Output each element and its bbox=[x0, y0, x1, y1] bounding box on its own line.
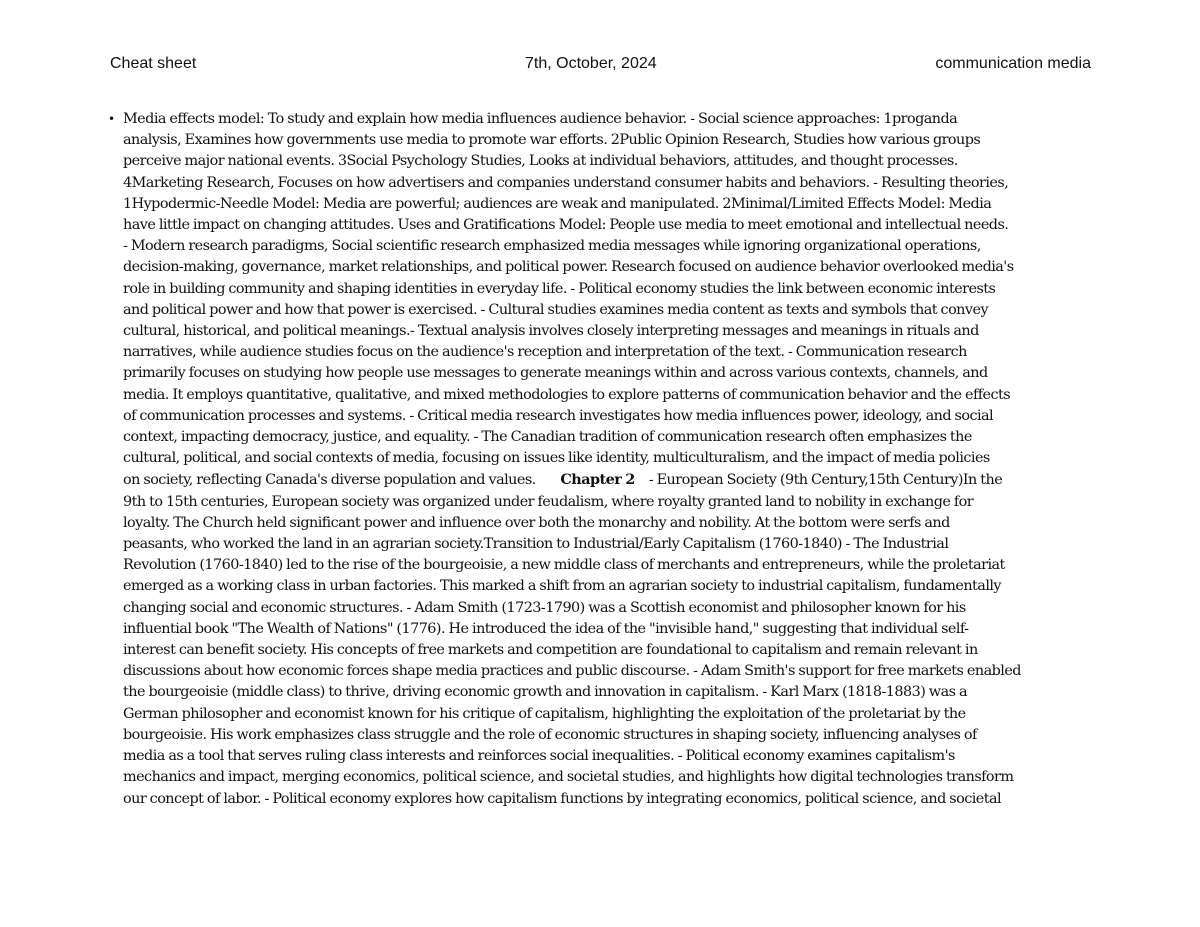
paragraph-line: analysis, Examines how governments use media to promote war efforts. 2Public Opinion Research, Studies how various groups bbox=[123, 132, 981, 149]
bullet-dot-icon: • bbox=[108, 112, 115, 126]
header-date: 7th, October, 2024 bbox=[525, 55, 657, 72]
paragraph-line: perceive major national events. 3Social Psychology Studies, Looks at individual behaviors, attitudes, and thought processes. bbox=[123, 153, 958, 170]
paragraph-line: have little impact on changing attitudes. Uses and Gratifications Model: People use media to meet emotional and intellectual needs. bbox=[123, 217, 1009, 234]
document-body bbox=[108, 109, 1098, 810]
paragraph-line: interest can benefit society. His concepts of free markets and competition are foundational to capitalism and remain relevant in bbox=[123, 642, 978, 659]
paragraph-line: media. It employs quantitative, qualitative, and mixed methodologies to explore patterns of communication behavior and the effects bbox=[123, 386, 1011, 403]
paragraph-line: - Modern research paradigms, Social scientific research emphasized media messages while ignoring organizational operations, bbox=[123, 238, 981, 255]
paragraph-line: discussions about how economic forces shape media practices and public discourse. - Adam Smith's support for free markets enabled bbox=[123, 663, 1021, 680]
paragraph-line: cultural, political, and social contexts of media, focusing on issues like identity, multiculturalism, and the impact of media policies bbox=[123, 450, 990, 467]
paragraph-line: loyalty. The Church held significant power and influence over both the monarchy and nobility. At the bottom were serfs and bbox=[123, 514, 950, 531]
paragraph-line: primarily focuses on studying how people use messages to generate meanings within and across various contexts, channels, and bbox=[123, 365, 988, 382]
paragraph-line: context, impacting democracy, justice, and equality. - The Canadian tradition of communication research often emphasizes the bbox=[123, 429, 972, 446]
paragraph-line: peasants, who worked the land in an agrarian society.Transition to Industrial/Early Capitalism (1760-1840) - The Industrial bbox=[123, 536, 949, 553]
paragraph-line: German philosopher and economist known for his critique of capitalism, highlighting the exploitation of the proletariat by the bbox=[123, 705, 966, 722]
paragraph-line: Revolution (1760-1840) led to the rise of the bourgeoisie, a new middle class of merchants and entrepreneurs, while the proletariat bbox=[123, 557, 1005, 574]
paragraph-line: bourgeoisie. His work emphasizes class struggle and the role of economic structures in shaping society, influencing analyses of bbox=[123, 726, 977, 743]
line-text: - European Society (9th Century,15th Century)In the bbox=[648, 472, 1003, 489]
paragraph-lines bbox=[123, 109, 1098, 469]
paragraph-line: 1Hypodermic-Needle Model: Media are powerful; audiences are weak and manipulated. 2Minimal/Limited Effects Model: Media bbox=[123, 195, 992, 212]
paragraph-line: and political power and how that power is exercised. - Cultural studies examines media content as texts and symbols that convey bbox=[123, 301, 989, 318]
paragraph-line: Media effects model: To study and explain how media influences audience behavior. - Social science approaches: 1proganda bbox=[123, 111, 958, 127]
paragraph-line: mechanics and impact, merging economics, political science, and societal studies, and highlights how digital technologies transform bbox=[123, 769, 1014, 786]
paragraph-line: our concept of labor. - Political economy explores how capitalism functions by integrating economics, political science, and societal bbox=[123, 790, 1002, 807]
paragraph-line: 4Marketing Research, Focuses on how advertisers and companies understand consumer habits and behaviors. - Resulting theories, bbox=[123, 174, 1009, 191]
paragraph-line: role in building community and shaping identities in everyday life. - Political economy studies the link between economic interests bbox=[123, 280, 996, 297]
paragraph-lines bbox=[123, 492, 1098, 810]
paragraph-line: the bourgeoisie (middle class) to thrive, driving economic growth and innovation in capitalism. - Karl Marx (1818-1883) was a bbox=[123, 684, 967, 701]
paragraph-line: emerged as a working class in urban factories. This marked a shift from an agrarian society to industrial capitalism, fundamentally bbox=[123, 578, 1002, 595]
paragraph-line: cultural, historical, and political meanings.- Textual analysis involves closely interpreting messages and meanings in rituals and bbox=[123, 323, 979, 340]
paragraph-line: influential book "The Wealth of Nations" (1776). He introduced the idea of the "invisible hand," suggesting that individual self- bbox=[123, 620, 969, 637]
chapter-heading: Chapter 2 bbox=[560, 471, 635, 489]
line-text: on society, reflecting Canada's diverse population and values. bbox=[123, 472, 536, 489]
paragraph-line: changing social and economic structures. - Adam Smith (1723-1790) was a Scottish economist and philosopher known for his bbox=[123, 599, 966, 616]
paragraph-line: decision-making, governance, market relationships, and political power. Research focused on audience behavior overlooked media's bbox=[123, 259, 1014, 276]
header-subject: communication media bbox=[935, 55, 1091, 72]
paragraph-line: narratives, while audience studies focus on the audience's reception and interpretation of the text. - Communication research bbox=[123, 344, 967, 361]
paragraph-line: media as a tool that serves ruling class interests and reinforces social inequalities. - Political economy examines capitalism's bbox=[123, 748, 955, 765]
bullet-list-item bbox=[108, 109, 1098, 810]
paragraph-line-chapter bbox=[123, 469, 1098, 491]
page-header bbox=[110, 55, 1091, 77]
paragraph-line: 9th to 15th centuries, European society was organized under feudalism, where royalty granted land to nobility in exchange for bbox=[123, 493, 974, 510]
header-title: Cheat sheet bbox=[110, 55, 197, 72]
paragraph-line: of communication processes and systems. - Critical media research investigates how media influences power, ideology, and social bbox=[123, 407, 994, 424]
